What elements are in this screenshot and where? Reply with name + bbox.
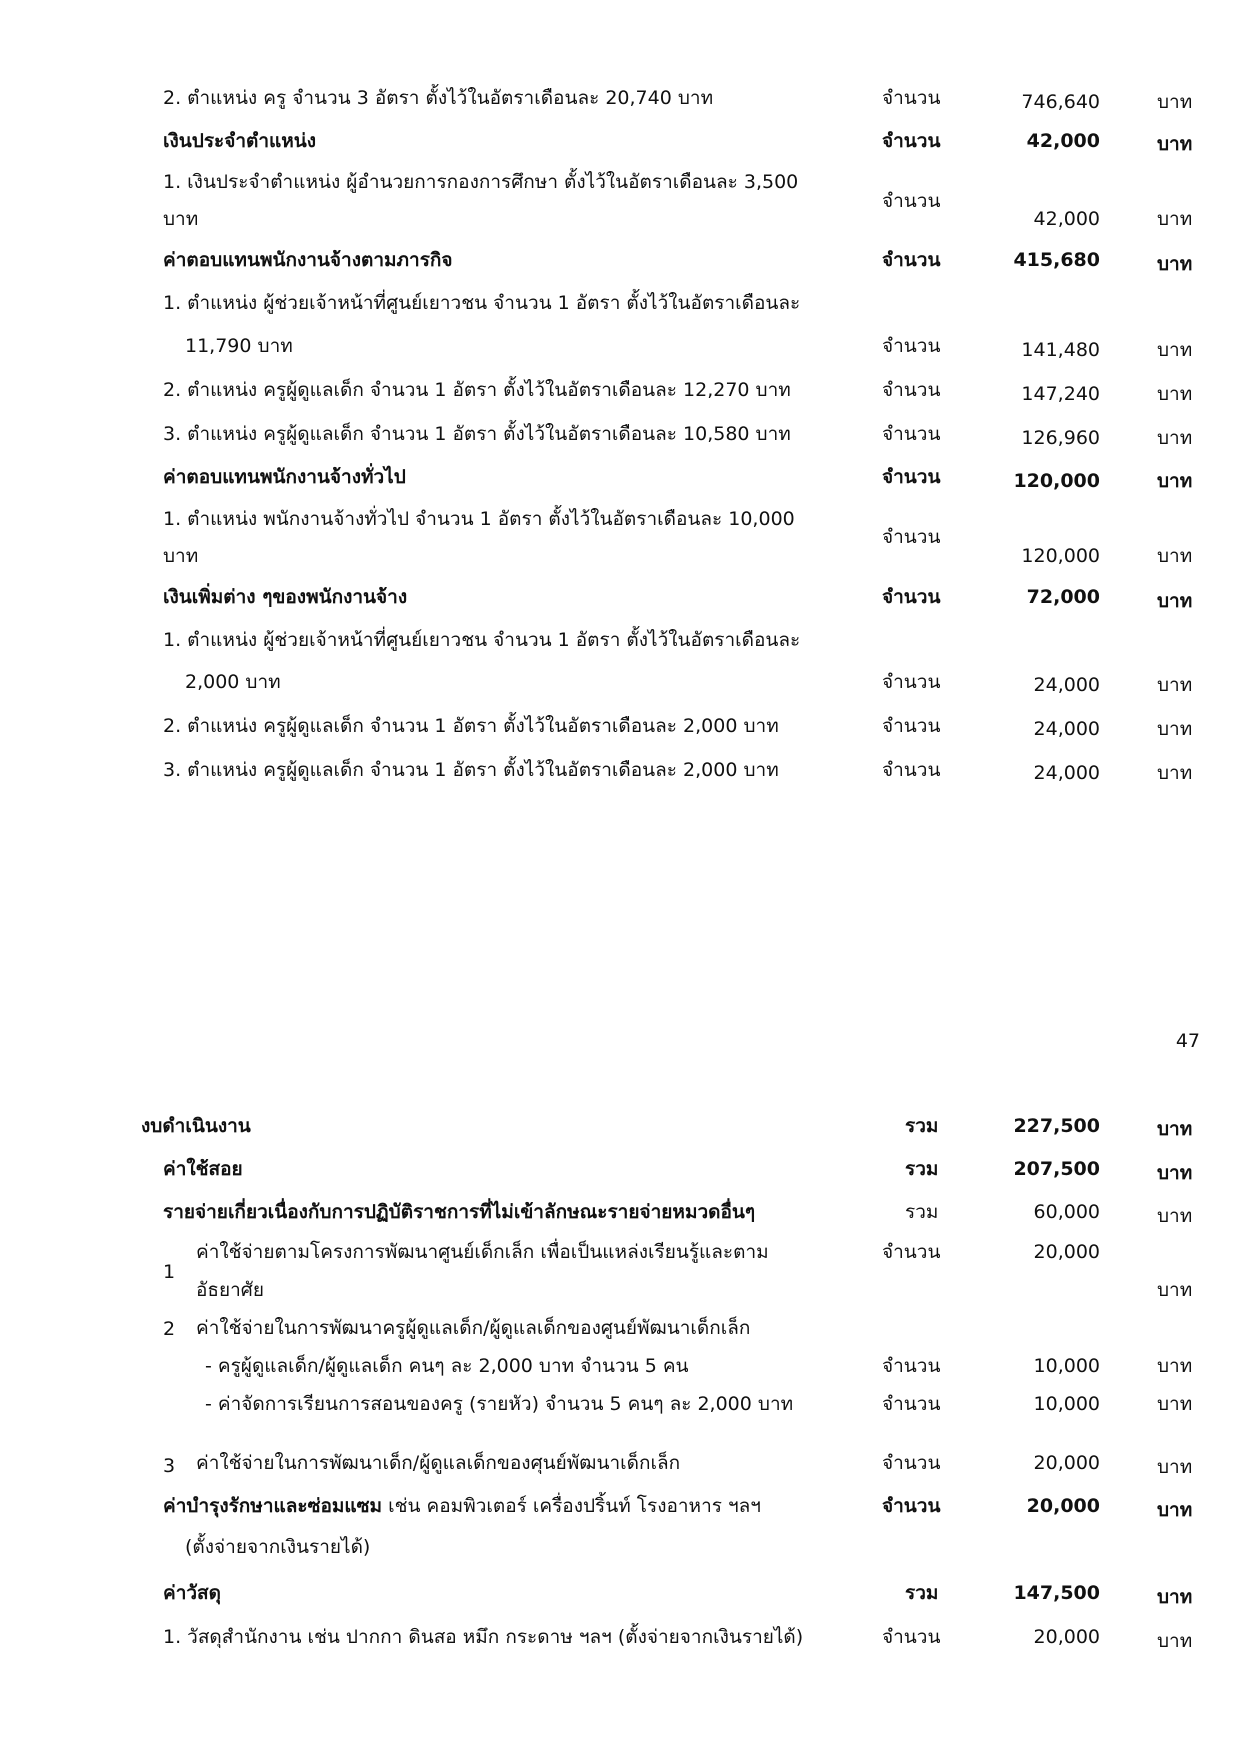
row-unit: บาท xyxy=(1157,208,1193,230)
row-label: จำนวน xyxy=(882,190,941,212)
item-text: ค่าใช้จ่ายตามโครงการพัฒนาศูนย์เด็กเล็ก เพื่อเป็นแหล่งเรียนรู้และตาม xyxy=(196,1241,769,1263)
row-unit: บาท xyxy=(1157,91,1193,113)
row-label: จำนวน xyxy=(882,671,941,693)
row-label: จำนวน xyxy=(882,1626,941,1648)
row-text: 2. ตำแหน่ง ครูผู้ดูแลเด็ก จำนวน 1 อัตรา ตั้งไว้ในอัตราเดือนละ 2,000 บาท xyxy=(163,715,779,737)
row-label: จำนวน xyxy=(882,379,941,401)
row-text: 1. วัสดุสำนักงาน เช่น ปากกา ดินสอ หมึก กระดาษ ฯลฯ (ตั้งจ่ายจากเงินรายได้) xyxy=(163,1626,804,1648)
row-amount: 126,960 xyxy=(1021,427,1100,449)
row-text-cont: 2,000 บาท xyxy=(185,671,281,693)
repair-text-cont: (ตั้งจ่ายจากเงินรายได้) xyxy=(185,1536,371,1558)
row-text: 1. เงินประจำตำแหน่ง ผู้อำนวยการกองการศึกษา ตั้งไว้ในอัตราเดือนละ 3,500 xyxy=(163,171,799,193)
misc-heading: รายจ่ายเกี่ยวเนื่องกับการปฏิบัติราชการที่ไม่เข้าลักษณะรายจ่ายหมวดอื่นๆ xyxy=(163,1201,756,1223)
row-text: 2. ตำแหน่ง ครูผู้ดูแลเด็ก จำนวน 1 อัตรา ตั้งไว้ในอัตราเดือนละ 12,270 บาท xyxy=(163,379,791,401)
row-unit: บาท xyxy=(1157,1499,1193,1521)
subitem-text: - ค่าจัดการเรียนการสอนของครู (รายหัว) จำนวน 5 คนๆ ละ 2,000 บาท xyxy=(205,1393,794,1415)
row-amount: 10,000 xyxy=(1033,1393,1100,1415)
row-amount: 42,000 xyxy=(1026,130,1100,152)
row-amount: 746,640 xyxy=(1021,91,1100,113)
row-unit: บาท xyxy=(1157,674,1193,696)
row-amount: 141,480 xyxy=(1021,339,1100,361)
row-amount: 207,500 xyxy=(1013,1158,1100,1180)
item-number: 2 xyxy=(163,1318,176,1340)
row-label: จำนวน xyxy=(882,1241,941,1263)
row-unit: บาท xyxy=(1157,1393,1193,1415)
row-unit: บาท xyxy=(1157,470,1193,492)
row-unit: บาท xyxy=(1157,383,1193,405)
row-amount: 227,500 xyxy=(1013,1115,1100,1137)
repair-heading: ค่าบำรุงรักษาและซ่อมแซม xyxy=(163,1495,383,1517)
row-label: รวม xyxy=(905,1158,939,1180)
row-label: จำนวน xyxy=(882,335,941,357)
row-unit: บาท xyxy=(1157,1586,1193,1608)
row-label: จำนวน xyxy=(882,1393,941,1415)
row-label: จำนวน xyxy=(882,423,941,445)
row-label: จำนวน xyxy=(882,466,941,488)
row-amount: 20,000 xyxy=(1033,1452,1100,1474)
row-heading: ค่าตอบแทนพนักงานจ้างทั่วไป xyxy=(163,466,406,488)
row-label: รวม xyxy=(905,1115,939,1137)
row-amount: 42,000 xyxy=(1033,208,1100,230)
row-amount: 415,680 xyxy=(1013,249,1100,271)
row-amount: 24,000 xyxy=(1033,674,1100,696)
row-text-cont: บาท xyxy=(163,545,199,567)
row-text: 3. ตำแหน่ง ครูผู้ดูแลเด็ก จำนวน 1 อัตรา ตั้งไว้ในอัตราเดือนละ 2,000 บาท xyxy=(163,759,779,781)
row-unit: บาท xyxy=(1157,1162,1193,1184)
row-text: 1. ตำแหน่ง ผู้ช่วยเจ้าหน้าที่ศูนย์เยาวชน จำนวน 1 อัตรา ตั้งไว้ในอัตราเดือนละ xyxy=(163,629,801,651)
row-unit: บาท xyxy=(1157,339,1193,361)
row-label: จำนวน xyxy=(882,1452,941,1474)
row-heading: เงินเพิ่มต่าง ๆของพนักงานจ้าง xyxy=(163,586,408,608)
item-text: ค่าใช้จ่ายในการพัฒนาครูผู้ดูแลเด็ก/ผู้ดูแลเด็กของศูนย์พัฒนาเด็กเล็ก xyxy=(196,1317,751,1339)
row-unit: บาท xyxy=(1157,718,1193,740)
row-amount: 20,000 xyxy=(1033,1626,1100,1648)
row-text: 2. ตำแหน่ง ครู จำนวน 3 อัตรา ตั้งไว้ในอัตราเดือนละ 20,740 บาท xyxy=(163,87,714,109)
row-heading: เงินประจำตำแหน่ง xyxy=(163,130,317,152)
row-text-cont: 11,790 บาท xyxy=(185,335,293,357)
row-label: รวม xyxy=(905,1582,939,1604)
item-number: 1 xyxy=(163,1261,176,1283)
row-unit: บาท xyxy=(1157,1456,1193,1478)
row-label: จำนวน xyxy=(882,249,941,271)
materials-heading: ค่าวัสดุ xyxy=(163,1582,221,1604)
page-number: 47 xyxy=(1175,1030,1200,1052)
row-amount: 24,000 xyxy=(1033,762,1100,784)
row-unit: บาท xyxy=(1157,253,1193,275)
row-amount: 147,500 xyxy=(1013,1582,1100,1604)
row-label: จำนวน xyxy=(882,715,941,737)
row-amount: 72,000 xyxy=(1026,586,1100,608)
repair-text xyxy=(163,1492,761,1520)
row-unit: บาท xyxy=(1157,590,1193,612)
row-label: จำนวน xyxy=(882,1355,941,1377)
row-amount: 10,000 xyxy=(1033,1355,1100,1377)
row-text: 1. ตำแหน่ง พนักงานจ้างทั่วไป จำนวน 1 อัตรา ตั้งไว้ในอัตราเดือนละ 10,000 xyxy=(163,508,795,530)
row-unit: บาท xyxy=(1157,1279,1193,1301)
row-amount: 120,000 xyxy=(1013,470,1100,492)
row-amount: 24,000 xyxy=(1033,718,1100,740)
row-unit: บาท xyxy=(1157,762,1193,784)
row-unit: บาท xyxy=(1157,133,1193,155)
item-number: 3 xyxy=(163,1455,176,1477)
expense-heading: ค่าใช้สอย xyxy=(163,1158,243,1180)
row-unit: บาท xyxy=(1157,427,1193,449)
budget-heading: งบดำเนินงาน xyxy=(141,1115,251,1137)
row-unit: บาท xyxy=(1157,1355,1193,1377)
row-heading: ค่าตอบแทนพนักงานจ้างตามภารกิจ xyxy=(163,249,453,271)
row-unit: บาท xyxy=(1157,1118,1193,1140)
row-unit: บาท xyxy=(1157,1630,1193,1652)
item-text: ค่าใช้จ่ายในการพัฒนาเด็ก/ผู้ดูแลเด็กของศุนย์พัฒนาเด็กเล็ก xyxy=(196,1452,681,1474)
row-amount: 20,000 xyxy=(1033,1241,1100,1263)
row-label: จำนวน xyxy=(882,87,941,109)
row-amount: 20,000 xyxy=(1026,1495,1100,1517)
row-unit: บาท xyxy=(1157,1205,1193,1227)
row-label: จำนวน xyxy=(882,526,941,548)
item-text-cont: อัธยาศัย xyxy=(196,1279,265,1301)
row-unit: บาท xyxy=(1157,545,1193,567)
row-amount: 147,240 xyxy=(1021,383,1100,405)
row-amount: 120,000 xyxy=(1021,545,1100,567)
subitem-text: - ครูผู้ดูแลเด็ก/ผู้ดูแลเด็ก คนๆ ละ 2,000 บาท จำนวน 5 คน xyxy=(205,1355,689,1377)
row-text: 1. ตำแหน่ง ผู้ช่วยเจ้าหน้าที่ศูนย์เยาวชน จำนวน 1 อัตรา ตั้งไว้ในอัตราเดือนละ xyxy=(163,292,801,314)
row-label: จำนวน xyxy=(882,759,941,781)
row-label: จำนวน xyxy=(882,130,941,152)
row-label: จำนวน xyxy=(882,586,941,608)
row-text: 3. ตำแหน่ง ครูผู้ดูแลเด็ก จำนวน 1 อัตรา ตั้งไว้ในอัตราเดือนละ 10,580 บาท xyxy=(163,423,791,445)
repair-examples: เช่น คอมพิวเตอร์ เครื่องปริ้นท์ โรงอาหาร ฯลฯ xyxy=(382,1495,761,1517)
row-text-cont: บาท xyxy=(163,208,199,230)
row-label: จำนวน xyxy=(882,1495,941,1517)
row-amount: 60,000 xyxy=(1033,1201,1100,1223)
row-label: รวม xyxy=(905,1201,939,1223)
